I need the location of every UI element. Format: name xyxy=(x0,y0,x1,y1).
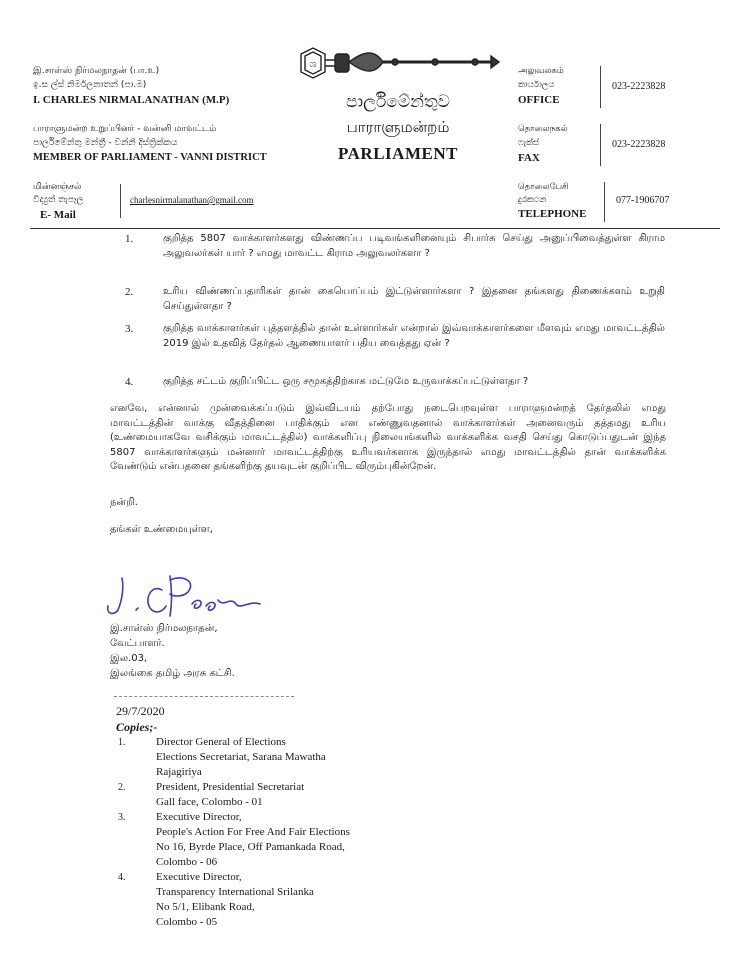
tel-bracket xyxy=(604,182,605,222)
question-text: குறித்த வாக்காளர்கள் புத்தளத்தில் தான் உள்ளார்கள் என்றால் இவ்வாக்காளர்களை மீளவும் எமது மாவட்டத்தில் 2019 இல் உதவித் தேர்தல் ஆணையாளர் பதிய வைத்தது ஏன் ? xyxy=(163,323,665,349)
question-number: 1. xyxy=(125,233,134,245)
copy-line: Elections Secretariat, Sarana Mawatha xyxy=(156,751,326,763)
question-number: 3. xyxy=(125,323,134,335)
name-sinhala: ඉ.ස ල්ස් නිර්මලනාතන් (පා.ම) xyxy=(33,80,147,90)
closing-paragraph: எனவே, என்னால் முன்வைக்கப்படும் இவ்விடயம் தற்போது நடைபெறவுள்ள பாராளுமன்றத் தேர்தலில் எமது மாவட்டத்தின் வாக்கு வீதத்தினை பாதிக்கும் என எண்ணுவதனால் வாக்காளர்கள் அனைவரும் தத்தமது உரிய (உண்மையாகவே வசிக்கும் மாவட்டத்தில்) வாக்களிப்பு நிலையங்களில் வாக்களிக்க வசதி செய்து கொடுப்பதுடன் இந்த 5807 வாக்காளர்களும் மன்னார் மாவட்டத்திற்கு உரியவர்களாக இருந்தால் எமது மாவட்டத்தில் தான் வாக்களிக்க வேண்டும் என்பதனை தங்களிற்கு தயவுடன் குறிப்பிட விரும்புகின்றேன். xyxy=(110,403,666,472)
fax-label-sinhala: ෆැක්ස් xyxy=(518,138,540,148)
svg-text:ශ: ශ xyxy=(309,59,317,70)
member-english: MEMBER OF PARLIAMENT - VANNI DISTRICT xyxy=(33,152,267,163)
name-tamil: இ.சாள்ஸ் நிர்மலநாதன் (பா.உ) xyxy=(33,66,160,76)
copy-line: Director General of Elections xyxy=(156,736,286,748)
copy-line: Rajagiriya xyxy=(156,766,202,778)
question-number: 4. xyxy=(125,376,134,388)
parliament-english: PARLIAMENT xyxy=(338,144,458,163)
email-bracket xyxy=(120,184,121,218)
copy-number: 4. xyxy=(118,872,126,883)
email-label-english: E- Mail xyxy=(40,209,76,221)
copy-line: People's Action For Free And Fair Elections xyxy=(156,826,350,838)
email-label-sinhala: විද්‍යුත් තැපෑල xyxy=(33,195,84,205)
thanks-text: நன்றி. xyxy=(110,497,138,508)
copies-label: Copies;- xyxy=(116,720,158,734)
header-rule xyxy=(30,228,720,229)
handwritten-signature-icon xyxy=(100,570,270,622)
tel-label-sinhala: දුරකථන xyxy=(518,195,547,205)
office-label-sinhala: කාර්යාලය xyxy=(518,80,555,90)
office-number: 023-2223828 xyxy=(612,81,666,92)
fax-number: 023-2223828 xyxy=(612,139,666,150)
parliament-mace-emblem-icon xyxy=(295,40,505,86)
fax-bracket xyxy=(600,124,601,166)
question-text: குறித்த 5807 வாக்காளர்களது விண்ணப்ப படிவங்களினையும் சிபார்சு செய்து அனுப்பிவைத்துள்ள கிராம அலுவலர்கள் யார் ? எமது மாவட்ட கிராம அலுவலர்களா ? xyxy=(163,233,665,259)
copy-number: 3. xyxy=(118,812,126,823)
tel-number: 077-1906707 xyxy=(616,195,670,206)
fax-label-tamil: தொலைநகல் xyxy=(518,124,568,134)
copy-line: Gall face, Colombo - 01 xyxy=(156,796,263,808)
question-number: 2. xyxy=(125,286,134,298)
tel-label-english: TELEPHONE xyxy=(518,208,587,220)
parliament-tamil: பாராளுமன்றம் xyxy=(346,118,450,136)
copy-number: 2. xyxy=(118,782,126,793)
office-bracket xyxy=(600,66,601,108)
question-text: உரிய விண்ணப்பதாரிகள் தான் கையொப்பம் இட்டுள்ளார்களா ? இதனை தங்களது திணைக்களம் உறுதி செய்துள்ளதா ? xyxy=(163,286,665,312)
question-text: குறித்த சட்டம் குறிப்பிட்ட ஒரு சமூகத்திற்காக மட்டுமே உருவாக்கப்பட்டுள்ளதா ? xyxy=(163,376,529,387)
signer-role: வேட்பாளர். xyxy=(110,638,165,649)
copy-line: Colombo - 06 xyxy=(156,856,218,868)
signer-number: இல.03, xyxy=(110,653,148,664)
member-sinhala: පාර්ලිමේන්තු මන්ත්‍රී - වන්නි දිස්ත්‍රික්කය xyxy=(33,138,178,148)
office-label-english: OFFICE xyxy=(518,94,560,106)
signer-party: இலங்கை தமிழ் அரசு கட்சி. xyxy=(110,668,235,679)
tel-label-tamil: தொலைபேசி xyxy=(518,182,569,192)
name-english: I. CHARLES NIRMALANATHAN (M.P) xyxy=(33,94,230,106)
member-tamil: பாராளுமன்ற உறுப்பினர் - வன்னி மாவட்டம் xyxy=(33,124,217,134)
email-link[interactable]: charlesnirmalanathan@gmail.com xyxy=(130,195,254,205)
copy-line: Executive Director, xyxy=(156,871,242,883)
letter-date: 29/7/2020 xyxy=(116,704,165,718)
separator-dashed xyxy=(114,696,294,697)
yours-text: தங்கள் உண்மையுள்ள, xyxy=(110,524,213,535)
signer-name: இ.சாள்ஸ் நிர்மலநாதன், xyxy=(110,623,218,634)
copy-number: 1. xyxy=(118,737,126,748)
copy-line: No 16, Byrde Place, Off Pamankada Road, xyxy=(156,841,345,853)
copy-line: Transparency International Srilanka xyxy=(156,886,314,898)
copy-line: No 5/1, Elibank Road, xyxy=(156,901,255,913)
copy-line: President, Presidential Secretariat xyxy=(156,781,305,793)
copy-line: Executive Director, xyxy=(156,811,242,823)
parliament-sinhala: පාර්ලිමේන්තුව xyxy=(346,92,450,112)
email-label-tamil: மின்னஞ்சல் xyxy=(33,182,82,192)
copy-line: Colombo - 05 xyxy=(156,916,218,928)
office-label-tamil: அலுவலகம் xyxy=(518,66,564,76)
fax-label-english: FAX xyxy=(518,152,540,164)
